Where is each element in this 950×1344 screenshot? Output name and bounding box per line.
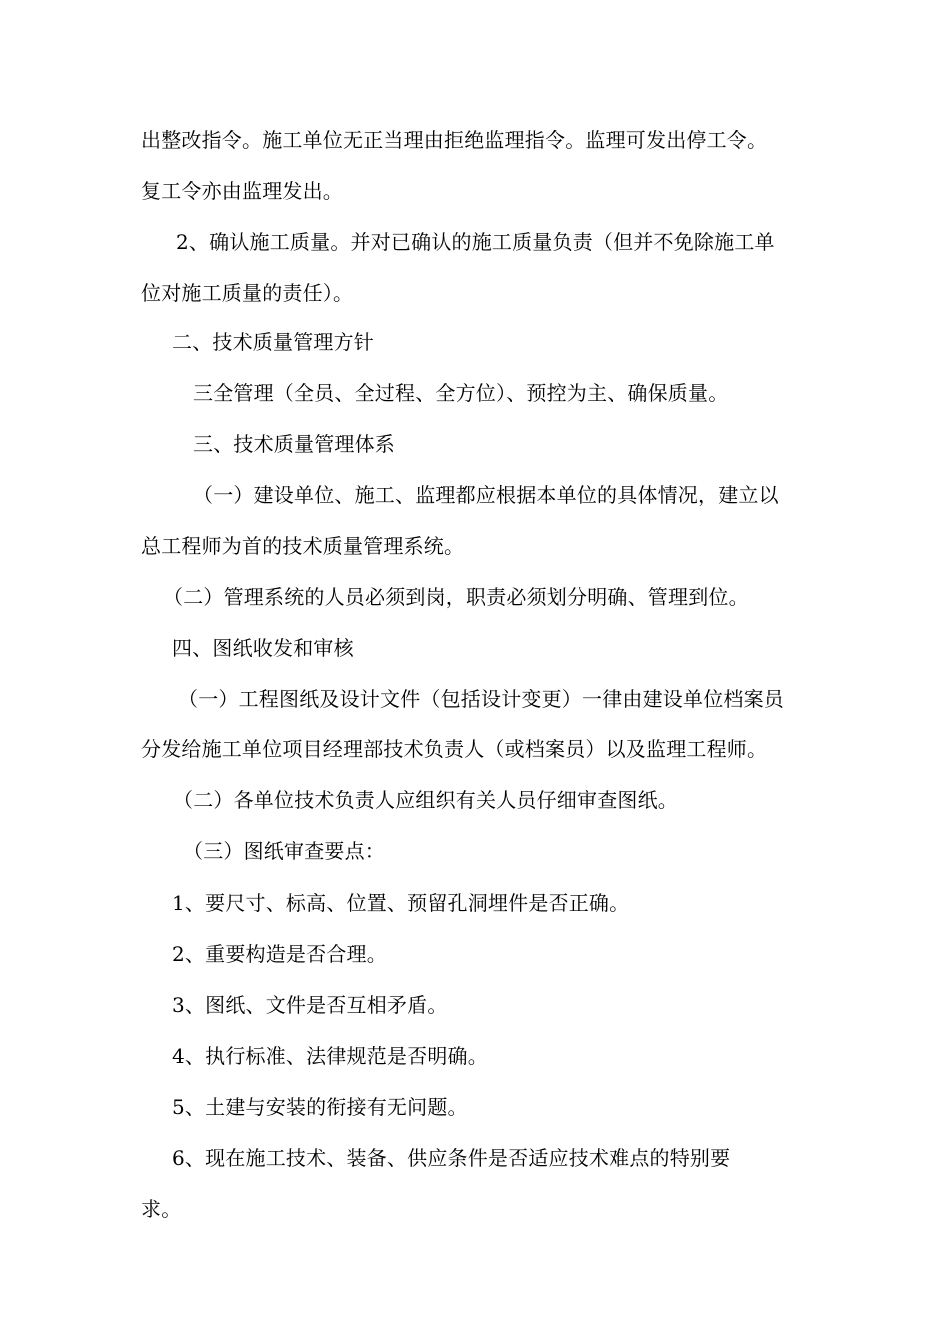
text-line-3: 2、确认施工质量。并对已确认的施工质量负责（但并不免除施工单 (176, 230, 775, 254)
list-item-1: 1、要尺寸、标高、位置、预留孔洞埋件是否正确。 (172, 891, 630, 915)
text-line-22: 求。 (141, 1197, 182, 1221)
text-line-15: （三）图纸审查要点： (183, 839, 385, 863)
text-line-9: 总工程师为首的技术质量管理系统。 (141, 534, 465, 558)
list-item-6: 6、现在施工技术、装备、供应条件是否适应技术难点的特别要 (172, 1146, 731, 1170)
section-heading-4: 四、图纸收发和审核 (172, 636, 354, 660)
text-line-1: 出整改指令。施工单位无正当理由拒绝监理指令。监理可发出停工令。 (141, 128, 768, 152)
list-item-5: 5、土建与安装的衔接有无问题。 (172, 1095, 468, 1119)
text-line-2: 复工令亦由监理发出。 (141, 179, 343, 203)
text-line-10: （二）管理系统的人员必须到岗，职责必须划分明确、管理到位。 (163, 585, 749, 609)
list-item-2: 2、重要构造是否合理。 (172, 942, 387, 966)
list-item-3: 3、图纸、文件是否互相矛盾。 (172, 993, 448, 1017)
section-heading-3: 三、技术质量管理体系 (193, 432, 395, 456)
text-line-4: 位对施工质量的责任）。 (141, 281, 354, 305)
text-line-14: （二）各单位技术负责人应组织有关人员仔细审查图纸。 (173, 788, 678, 812)
section-heading-2: 二、技术质量管理方针 (172, 330, 374, 354)
text-line-6: 三全管理（全员、全过程、全方位）、预控为主、确保质量。 (193, 381, 729, 405)
text-line-12: （一）工程图纸及设计文件（包括设计变更）一律由建设单位档案员 (178, 687, 784, 711)
text-line-13: 分发给施工单位项目经理部技术负责人（或档案员）以及监理工程师。 (141, 737, 768, 761)
list-item-4: 4、执行标准、法律规范是否明确。 (172, 1044, 488, 1068)
text-line-8: （一）建设单位、施工、监理都应根据本单位的具体情况，建立以 (193, 483, 779, 507)
